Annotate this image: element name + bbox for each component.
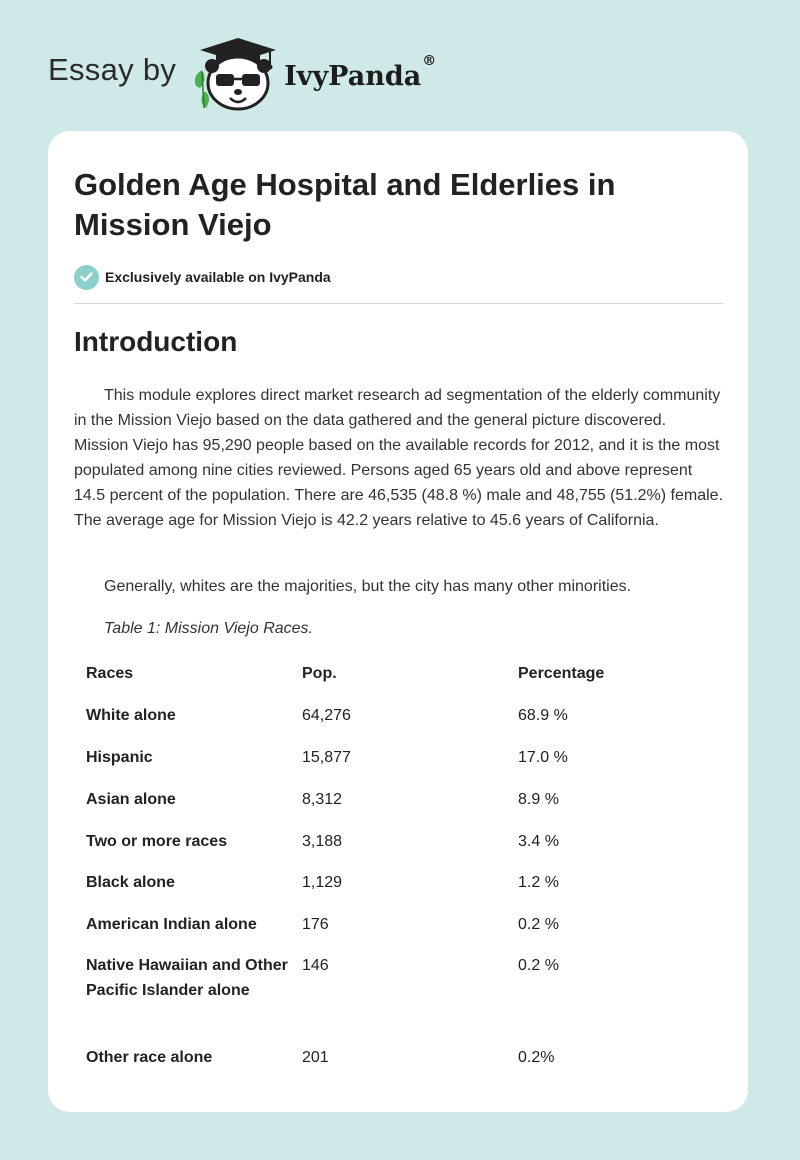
table-cell: 8,312 bbox=[302, 791, 343, 808]
table-row bbox=[86, 953, 726, 1045]
table-cell: 0.2 % bbox=[518, 916, 559, 933]
brand-header bbox=[48, 36, 508, 112]
races-table bbox=[86, 661, 726, 1075]
exclusive-badge bbox=[74, 264, 331, 290]
table-cell: 176 bbox=[302, 916, 329, 933]
article-card bbox=[48, 131, 748, 1112]
table-header-cell: Percentage bbox=[518, 665, 605, 682]
table-row bbox=[86, 870, 726, 912]
table-cell: 17.0 % bbox=[518, 749, 568, 766]
table-cell: 0.2 % bbox=[518, 957, 559, 974]
table-header-cell: Pop. bbox=[302, 665, 337, 682]
table-cell: 201 bbox=[302, 1049, 329, 1066]
table-cell: 3.4 % bbox=[518, 833, 559, 850]
divider bbox=[74, 303, 723, 304]
table-cell: Black alone bbox=[86, 874, 175, 891]
table-cell: 0.2% bbox=[518, 1049, 555, 1066]
brand-name[interactable]: IvyPanda® bbox=[284, 52, 437, 92]
table-cell: 68.9 % bbox=[518, 707, 568, 724]
table-row bbox=[86, 787, 726, 829]
paragraph: This module explores direct market research ad segmentation of the elderly community in the Mission Viejo based on the data gathered and the general picture discovered. Mission Viejo has 95,290 people based on the available records for 2012, and it is the most populated among nine cities reviewed. Persons aged 65 years old and above represent 14.5 percent of the population. There are 46,535 (48.8 %) male and 48,755 (51.2%) female. The average age for Mission Viejo is 42.2 years relative to 45.6 years of California. bbox=[74, 387, 724, 529]
table-cell: Other race alone bbox=[86, 1049, 213, 1066]
section-heading: Introduction bbox=[74, 326, 238, 357]
table-cell: 1,129 bbox=[302, 874, 343, 891]
table-caption: Table 1: Mission Viejo Races. bbox=[104, 620, 313, 637]
table-header-row bbox=[86, 661, 726, 703]
panda-logo-icon[interactable] bbox=[190, 36, 280, 112]
table-cell: 8.9 % bbox=[518, 791, 559, 808]
table-row bbox=[86, 745, 726, 787]
table-header-cell: Races bbox=[86, 665, 134, 682]
table-row bbox=[86, 912, 726, 953]
table-cell: White alone bbox=[86, 707, 176, 724]
table-cell: Two or more races bbox=[86, 833, 228, 850]
table-cell: Asian alone bbox=[86, 791, 176, 808]
paragraph: Generally, whites are the majorities, but the city has many other minorities. bbox=[104, 578, 632, 595]
table-cell: 146 bbox=[302, 957, 329, 974]
check-icon bbox=[74, 265, 99, 290]
article-title: Golden Age Hospital and Elderlies in Mission Viejo bbox=[74, 167, 616, 242]
table-row bbox=[86, 829, 726, 870]
table-cell: 64,276 bbox=[302, 707, 351, 724]
table-cell: Native Hawaiian and Other Pacific Islander alone bbox=[86, 957, 288, 999]
table-row bbox=[86, 1045, 726, 1075]
table-cell: American Indian alone bbox=[86, 916, 257, 933]
table-cell: Hispanic bbox=[86, 749, 153, 766]
table-cell: 3,188 bbox=[302, 833, 343, 850]
brand-prefix: Essay by bbox=[48, 52, 177, 87]
table-cell: 1.2 % bbox=[518, 874, 559, 891]
exclusive-label: Exclusively available on IvyPanda bbox=[105, 269, 331, 285]
table-cell: 15,877 bbox=[302, 749, 351, 766]
table-row bbox=[86, 703, 726, 745]
